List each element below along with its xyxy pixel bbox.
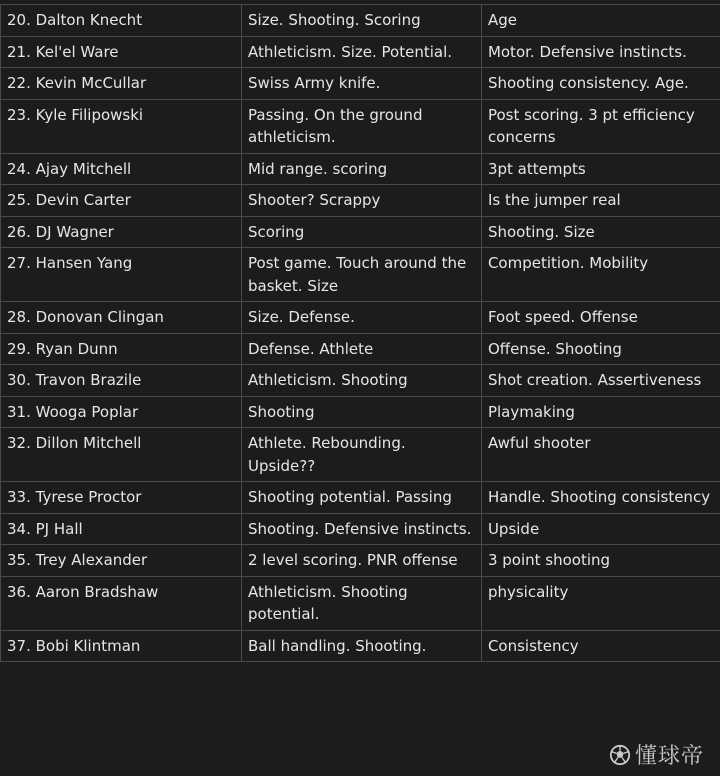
table-row	[1, 428, 720, 482]
prospect-table	[0, 4, 720, 662]
weaknesses-cell: Foot speed. Offense	[481, 302, 720, 334]
player-name: 21. Kel'el Ware	[1, 36, 242, 68]
weaknesses-cell: Consistency	[481, 630, 720, 662]
player-name: 30. Travon Brazile	[1, 365, 242, 397]
table-row	[1, 333, 720, 365]
player-name: 22. Kevin McCullar	[1, 68, 242, 100]
weaknesses-cell: Shooting consistency. Age.	[481, 68, 720, 100]
player-name: 34. PJ Hall	[1, 513, 242, 545]
strengths-cell: Shooting	[242, 396, 482, 428]
weaknesses-cell: Competition. Mobility	[481, 248, 720, 302]
strengths-cell: Athlete. Rebounding. Upside??	[242, 428, 482, 482]
player-name: 26. DJ Wagner	[1, 216, 242, 248]
weaknesses-cell: 3 point shooting	[481, 545, 720, 577]
weaknesses-cell: physicality	[481, 576, 720, 630]
strengths-cell: Athleticism. Shooting potential.	[242, 576, 482, 630]
player-name: 36. Aaron Bradshaw	[1, 576, 242, 630]
weaknesses-cell: Post scoring. 3 pt efficiency concerns	[481, 99, 720, 153]
weaknesses-cell: Motor. Defensive instincts.	[481, 36, 720, 68]
player-name: 35. Trey Alexander	[1, 545, 242, 577]
weaknesses-cell: Is the jumper real	[481, 185, 720, 217]
player-name: 23. Kyle Filipowski	[1, 99, 242, 153]
weaknesses-cell: Handle. Shooting consistency	[481, 482, 720, 514]
strengths-cell: Mid range. scoring	[242, 153, 482, 185]
player-name: 33. Tyrese Proctor	[1, 482, 242, 514]
player-name: 20. Dalton Knecht	[1, 5, 242, 37]
table-row	[1, 482, 720, 514]
weaknesses-cell: Age	[481, 5, 720, 37]
weaknesses-cell: Shooting. Size	[481, 216, 720, 248]
strengths-cell: Shooting. Defensive instincts.	[242, 513, 482, 545]
strengths-cell: Post game. Touch around the basket. Size	[242, 248, 482, 302]
weaknesses-cell: Playmaking	[481, 396, 720, 428]
table-row	[1, 302, 720, 334]
table-row	[1, 396, 720, 428]
watermark-text: 懂球帝	[634, 744, 704, 769]
player-name: 29. Ryan Dunn	[1, 333, 242, 365]
table-row	[1, 545, 720, 577]
strengths-cell: Size. Defense.	[242, 302, 482, 334]
table-row	[1, 153, 720, 185]
table-row	[1, 513, 720, 545]
strengths-cell: Scoring	[242, 216, 482, 248]
strengths-cell: Athleticism. Shooting	[242, 365, 482, 397]
player-name: 37. Bobi Klintman	[1, 630, 242, 662]
table-row	[1, 630, 720, 662]
watermark	[609, 739, 704, 770]
table-row	[1, 68, 720, 100]
strengths-cell: Shooting potential. Passing	[242, 482, 482, 514]
player-name: 31. Wooga Poplar	[1, 396, 242, 428]
strengths-cell: Ball handling. Shooting.	[242, 630, 482, 662]
weaknesses-cell: Upside	[481, 513, 720, 545]
table-row	[1, 365, 720, 397]
table-row	[1, 185, 720, 217]
weaknesses-cell: Offense. Shooting	[481, 333, 720, 365]
table-row	[1, 248, 720, 302]
strengths-cell: Swiss Army knife.	[242, 68, 482, 100]
table-row	[1, 5, 720, 37]
strengths-cell: Athleticism. Size. Potential.	[242, 36, 482, 68]
player-name: 25. Devin Carter	[1, 185, 242, 217]
strengths-cell: Passing. On the ground athleticism.	[242, 99, 482, 153]
table-row	[1, 99, 720, 153]
strengths-cell: Shooter? Scrappy	[242, 185, 482, 217]
strengths-cell: Defense. Athlete	[242, 333, 482, 365]
table-row	[1, 36, 720, 68]
weaknesses-cell: 3pt attempts	[481, 153, 720, 185]
strengths-cell: Size. Shooting. Scoring	[242, 5, 482, 37]
player-name: 32. Dillon Mitchell	[1, 428, 242, 482]
table-row	[1, 576, 720, 630]
soccer-ball-icon	[609, 744, 631, 766]
table-row	[1, 216, 720, 248]
player-name: 28. Donovan Clingan	[1, 302, 242, 334]
player-name: 24. Ajay Mitchell	[1, 153, 242, 185]
weaknesses-cell: Awful shooter	[481, 428, 720, 482]
strengths-cell: 2 level scoring. PNR offense	[242, 545, 482, 577]
player-name: 27. Hansen Yang	[1, 248, 242, 302]
weaknesses-cell: Shot creation. Assertiveness	[481, 365, 720, 397]
